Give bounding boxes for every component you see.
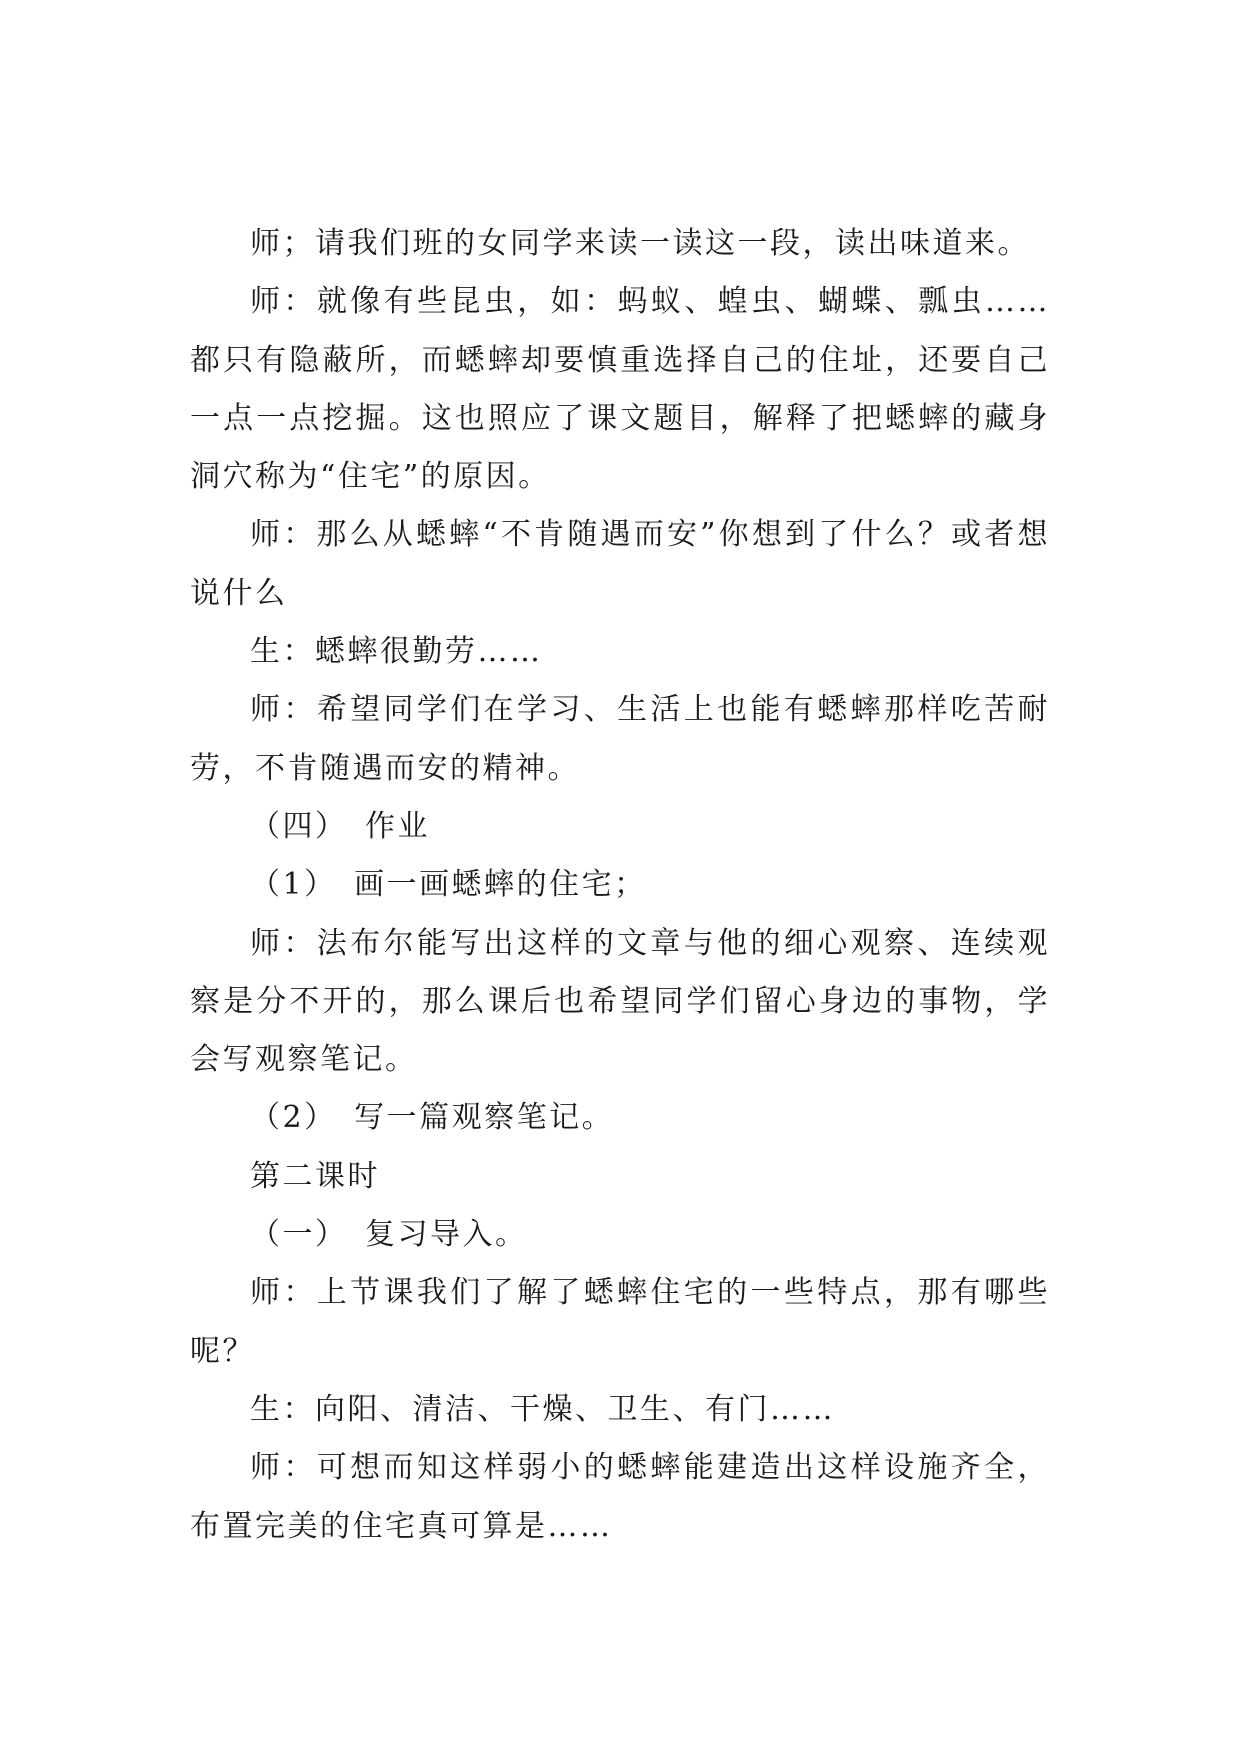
section-heading-review: （一） 复习导入。 [250, 1217, 528, 1253]
paragraph-13: 生：向阳、清洁、干燥、卫生、有门…… [250, 1391, 835, 1427]
homework-item-2: （2） 写一篇观察笔记。 [250, 1100, 615, 1136]
section-heading-homework: （四） 作业 [250, 808, 430, 844]
paragraph-8: 师：法布尔能写出这样的文章与他的细心观察、连续观察是分不开的，那么课后也希望同学们留心身边的事物，学会写观察笔记。 [190, 925, 1050, 1078]
paragraph-2: 师：就像有些昆虫，如：蚂蚁、蝗虫、蝴蝶、瓢虫……都只有隐蔽所，而蟋蟀却要慎重选择自己的住址，还要自己一点一点挖掘。这也照应了课文题目，解释了把蟋蟀的藏身洞穴称为“住宅”的原因。 [190, 284, 1050, 495]
paragraph-1: 师；请我们班的女同学来读一读这一段，读出味道来。 [250, 226, 1030, 261]
lesson-heading: 第二课时 [250, 1158, 380, 1194]
document-body [190, 215, 1050, 1556]
paragraph-4: 生：蟋蟀很勤劳…… [250, 634, 543, 670]
paragraph-5: 师：希望同学们在学习、生活上也能有蟋蟀那样吃苦耐劳，不肯随遇而安的精神。 [190, 692, 1050, 786]
paragraph-14: 师：可想而知这样弱小的蟋蟀能建造出这样设施齐全，布置完美的住宅真可算是…… [190, 1450, 1050, 1544]
homework-item-1: （1） 画一画蟋蟀的住宅； [250, 867, 647, 903]
paragraph-3: 师：那么从蟋蟀“不肯随遇而安”你想到了什么？或者想说什么 [190, 517, 1050, 611]
paragraph-12: 师：上节课我们了解了蟋蟀住宅的一些特点，那有哪些呢？ [190, 1275, 1050, 1369]
